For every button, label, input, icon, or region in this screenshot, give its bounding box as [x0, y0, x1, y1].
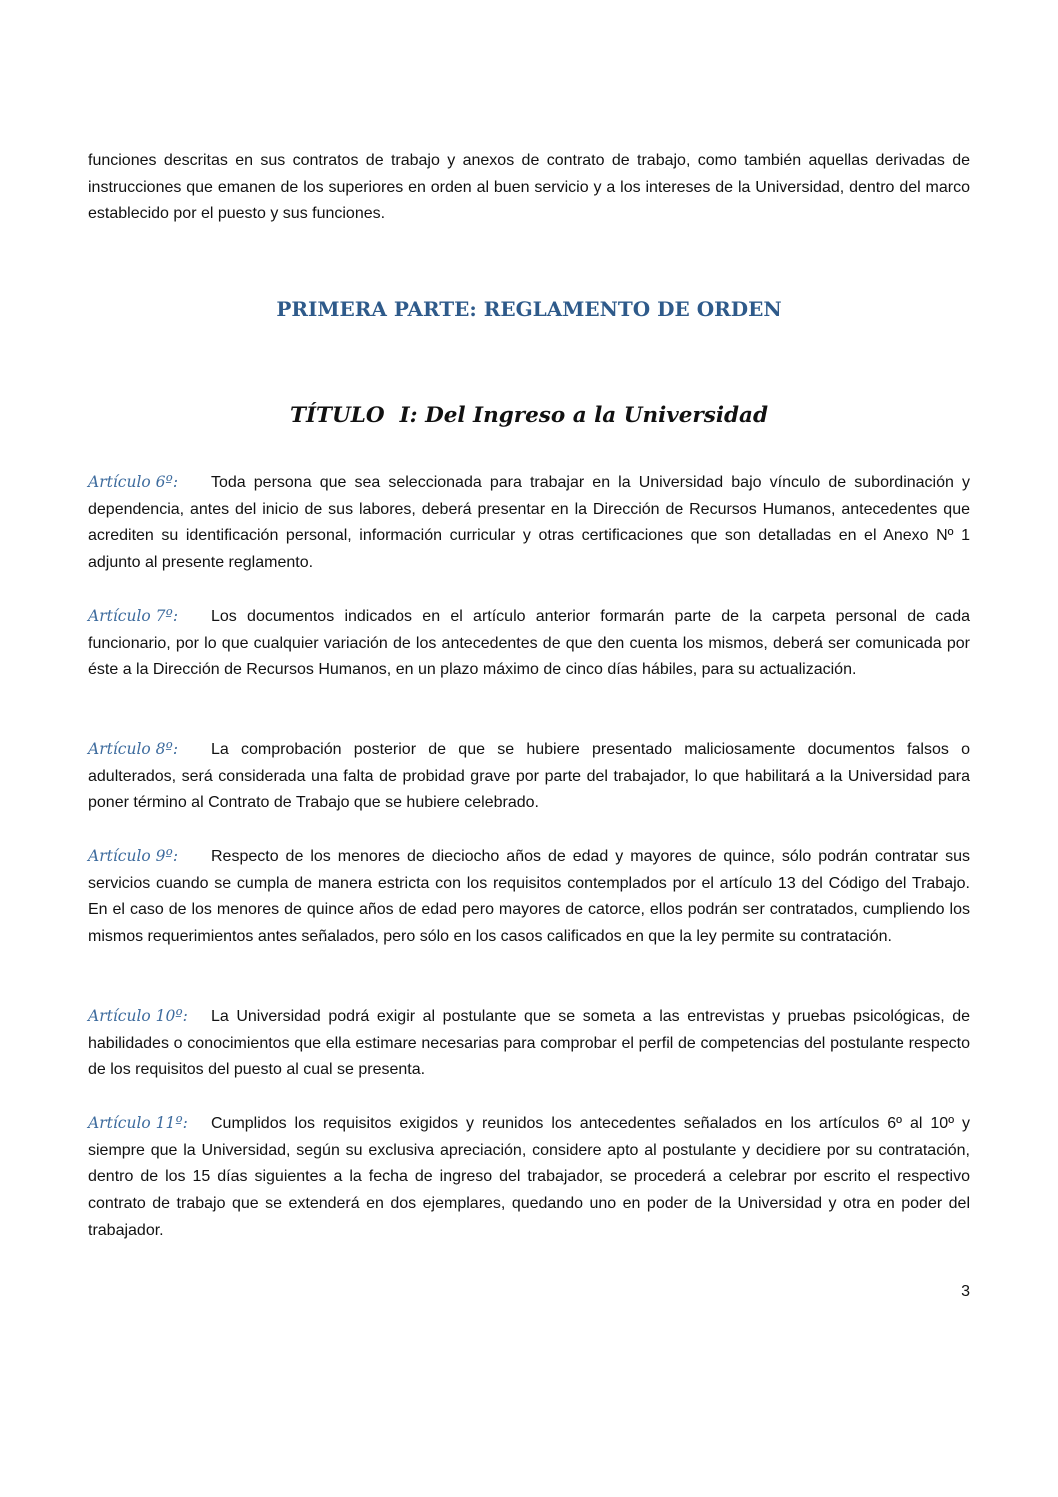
article-9 [88, 843, 970, 951]
article-label: Artículo 10º: [88, 1007, 188, 1025]
article-7 [88, 603, 970, 684]
article-text: Cumplidos los requisitos exigidos y reunidos los antecedentes señalados en los artículos 6º al 10º y siempre que la Universidad, según su exclusiva apreciación, considere apto al postulante y decidiere por su contratación, dentro de los 15 días siguientes a la fecha de ingreso del trabajador, se procederá a celebrar por escrito el respectivo contrato de trabajo que se extenderá en dos ejemplares, quedando uno en poder de la Universidad y otra en poder del trabajador. [88, 1115, 970, 1239]
article-text: Respecto de los menores de dieciocho años de edad y mayores de quince, sólo podrán contratar sus servicios cuando se cumpla de manera estricta con los requisitos contemplados por el artículo 13 del Código del Trabajo. En el caso de los menores de quince años de edad pero mayores de catorce, ellos podrán ser contratados, cumpliendo los mismos requerimientos antes señalados, pero sólo en los casos calificados en que la ley permite su contratación. [88, 848, 970, 946]
article-label: Artículo 6º: [88, 473, 179, 491]
article-text: La comprobación posterior de que se hubiere presentado maliciosamente documentos falsos o adulterados, será considerada una falta de probidad grave por parte del trabajador, lo que habilitará a la Universidad para poner término al Contrato de Trabajo que se hubiere celebrado. [88, 741, 970, 812]
page-number: 3 [961, 1283, 970, 1300]
article-6 [88, 469, 970, 577]
article-label: Artículo 9º: [88, 847, 179, 865]
article-text: Toda persona que sea seleccionada para trabajar en la Universidad bajo vínculo de subordinación y dependencia, antes del inicio de sus labores, deberá presentar en la Dirección de Recursos Humanos, antecedentes que acrediten su identificación personal, información curricular y otras certificaciones que son detalladas en el Anexo Nº 1 adjunto al presente reglamento. [88, 474, 970, 572]
section-title: TÍTULO I: Del Ingreso a la Universidad [289, 403, 769, 428]
article-label: Artículo 11º: [88, 1114, 188, 1132]
article-label: Artículo 7º: [88, 607, 179, 625]
part-title: PRIMERA PARTE: REGLAMENTO DE ORDEN [276, 297, 782, 321]
article-10 [88, 1003, 970, 1084]
article-11 [88, 1110, 970, 1245]
article-label: Artículo 8º: [88, 740, 179, 758]
article-8 [88, 736, 970, 817]
article-text: La Universidad podrá exigir al postulante que se someta a las entrevistas y pruebas psicológicas, de habilidades o conocimientos que ella estimare necesarias para comprobar el perfil de competencias del postulante respecto de los requisitos del puesto al cual se presenta. [88, 1008, 970, 1079]
article-text: Los documentos indicados en el artículo anterior formarán parte de la carpeta personal de cada funcionario, por lo que cualquier variación de los antecedentes de que den cuenta los mismos, deberá ser comunicada por éste a la Dirección de Recursos Humanos, en un plazo máximo de cinco días hábiles, para su actualización. [88, 608, 970, 679]
intro-paragraph: funciones descritas en sus contratos de trabajo y anexos de contrato de trabajo, como también aquellas derivadas de instrucciones que emanen de los superiores en orden al buen servicio y a los intereses de la Universidad, dentro del marco establecido por el puesto y sus funciones. [88, 152, 970, 223]
